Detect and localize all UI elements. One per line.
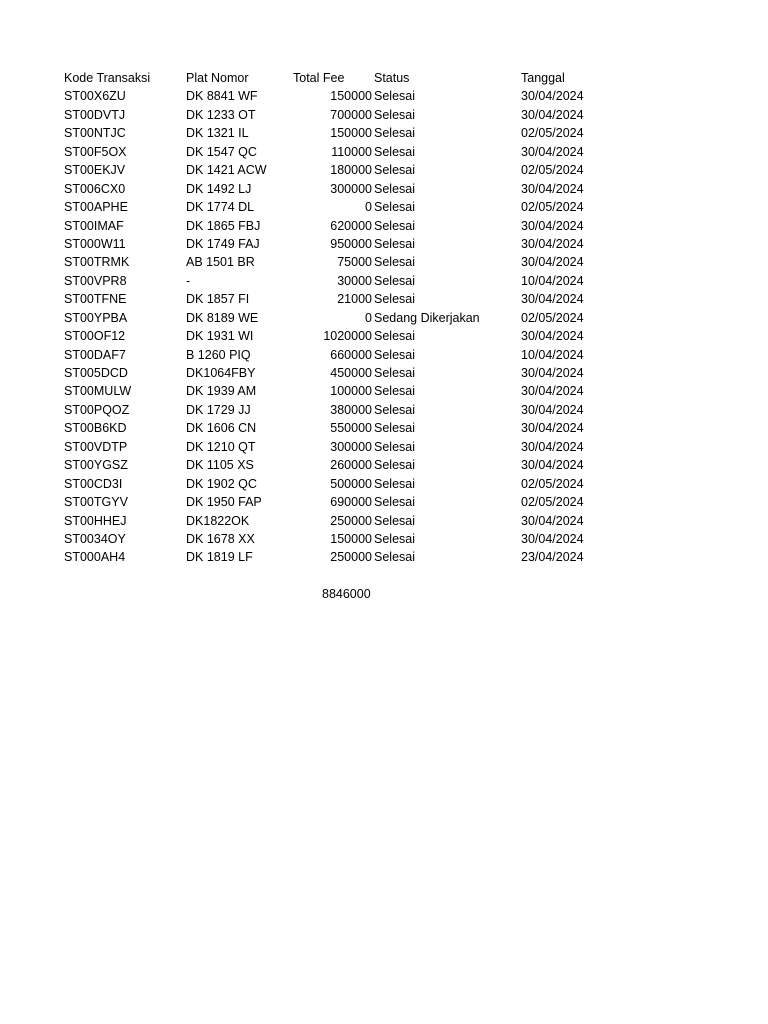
cell-tanggal: 02/05/2024 <box>521 476 584 491</box>
cell-tanggal: 30/04/2024 <box>521 439 584 454</box>
cell-total-fee: 0 <box>365 200 372 215</box>
cell-status: Selesai <box>374 163 415 178</box>
cell-kode-transaksi: ST00YGSZ <box>64 458 128 473</box>
cell-kode-transaksi: ST00PQOZ <box>64 402 130 417</box>
cell-kode-transaksi: ST00YPBA <box>64 310 128 325</box>
header-status: Status <box>374 71 410 85</box>
cell-status: Selesai <box>374 181 415 196</box>
cell-status: Selesai <box>374 218 415 233</box>
cell-status: Selesai <box>374 439 415 454</box>
cell-tanggal: 02/05/2024 <box>521 495 584 510</box>
cell-plat-nomor: DK 8841 WF <box>186 89 258 104</box>
cell-total-fee: 250000 <box>330 550 372 565</box>
cell-total-fee: 21000 <box>337 292 372 307</box>
cell-status: Sedang Dikerjakan <box>374 310 480 325</box>
cell-tanggal: 30/04/2024 <box>521 218 584 233</box>
cell-tanggal: 30/04/2024 <box>521 366 584 380</box>
cell-tanggal: 02/05/2024 <box>521 126 584 141</box>
cell-kode-transaksi: ST00APHE <box>64 200 128 215</box>
cell-tanggal: 02/05/2024 <box>521 163 584 178</box>
cell-kode-transaksi: ST00HHEJ <box>64 513 127 528</box>
cell-total-fee: 700000 <box>330 107 372 122</box>
cell-plat-nomor: - <box>186 273 191 288</box>
cell-tanggal: 30/04/2024 <box>521 144 584 159</box>
cell-status: Selesai <box>374 347 415 362</box>
cell-plat-nomor: DK 1210 QT <box>186 439 256 454</box>
cell-tanggal: 30/04/2024 <box>521 513 584 528</box>
cell-kode-transaksi: ST006CX0 <box>64 181 126 196</box>
cell-plat-nomor: B 1260 PIQ <box>186 347 251 362</box>
cell-kode-transaksi: ST00DAF7 <box>64 347 126 362</box>
cell-tanggal: 02/05/2024 <box>521 310 584 325</box>
cell-tanggal: 02/05/2024 <box>521 200 584 215</box>
cell-kode-transaksi: ST00NTJC <box>64 126 126 141</box>
cell-plat-nomor: DK 8189 WE <box>186 310 259 325</box>
cell-total-fee: 1020000 <box>323 329 372 344</box>
cell-status: Selesai <box>374 421 415 436</box>
cell-plat-nomor: DK 1819 LF <box>186 550 253 565</box>
cell-status: Selesai <box>374 273 415 288</box>
header-plat-nomor: Plat Nomor <box>186 71 249 85</box>
cell-kode-transaksi: ST00F5OX <box>64 144 127 159</box>
cell-status: Selesai <box>374 495 415 510</box>
cell-tanggal: 30/04/2024 <box>521 236 584 251</box>
cell-tanggal: 30/04/2024 <box>521 402 584 417</box>
cell-status: Selesai <box>374 89 415 104</box>
total-fee-sum: 8846000 <box>322 587 371 601</box>
cell-status: Selesai <box>374 329 415 344</box>
cell-tanggal: 30/04/2024 <box>521 384 584 399</box>
cell-plat-nomor: DK 1321 IL <box>186 126 249 141</box>
cell-kode-transaksi: ST005DCD <box>64 366 128 380</box>
cell-total-fee: 150000 <box>330 126 372 141</box>
cell-kode-transaksi: ST00CD3I <box>64 476 123 491</box>
cell-plat-nomor: DK 1233 OT <box>186 107 256 122</box>
cell-kode-transaksi: ST00TRMK <box>64 255 130 270</box>
cell-tanggal: 23/04/2024 <box>521 550 584 565</box>
cell-total-fee: 690000 <box>330 495 372 510</box>
cell-kode-transaksi: ST00OF12 <box>64 329 126 344</box>
cell-status: Selesai <box>374 458 415 473</box>
cell-plat-nomor: DK 1950 FAP <box>186 495 262 510</box>
cell-total-fee: 100000 <box>330 384 372 399</box>
cell-kode-transaksi: ST000AH4 <box>64 550 126 565</box>
cell-tanggal: 30/04/2024 <box>521 531 584 546</box>
cell-status: Selesai <box>374 292 415 307</box>
cell-status: Selesai <box>374 255 415 270</box>
cell-plat-nomor: DK 1749 FAJ <box>186 236 260 251</box>
cell-total-fee: 450000 <box>330 366 372 380</box>
cell-status: Selesai <box>374 200 415 215</box>
cell-tanggal: 30/04/2024 <box>521 458 584 473</box>
cell-total-fee: 260000 <box>330 458 372 473</box>
cell-status: Selesai <box>374 402 415 417</box>
cell-kode-transaksi: ST00MULW <box>64 384 132 399</box>
cell-plat-nomor: DK 1105 XS <box>186 458 254 473</box>
cell-total-fee: 950000 <box>330 236 372 251</box>
cell-kode-transaksi: ST00B6KD <box>64 421 127 436</box>
cell-kode-transaksi: ST00DVTJ <box>64 107 126 122</box>
cell-total-fee: 620000 <box>330 218 372 233</box>
cell-kode-transaksi: ST00EKJV <box>64 163 126 178</box>
cell-status: Selesai <box>374 550 415 565</box>
cell-kode-transaksi: ST00TGYV <box>64 495 128 510</box>
cell-total-fee: 75000 <box>337 255 372 270</box>
cell-total-fee: 0 <box>365 310 372 325</box>
cell-tanggal: 30/04/2024 <box>521 329 584 344</box>
header-kode-transaksi: Kode Transaksi <box>64 71 151 85</box>
cell-status: Selesai <box>374 476 415 491</box>
cell-status: Selesai <box>374 236 415 251</box>
cell-plat-nomor: DK 1729 JJ <box>186 402 251 417</box>
cell-total-fee: 300000 <box>330 181 372 196</box>
cell-status: Selesai <box>374 126 415 141</box>
cell-tanggal: 10/04/2024 <box>521 273 584 288</box>
cell-tanggal: 30/04/2024 <box>521 421 584 436</box>
cell-tanggal: 30/04/2024 <box>521 255 584 270</box>
cell-tanggal: 30/04/2024 <box>521 181 584 196</box>
cell-plat-nomor: DK 1421 ACW <box>186 163 267 178</box>
cell-plat-nomor: DK 1774 DL <box>186 200 255 215</box>
cell-total-fee: 300000 <box>330 439 372 454</box>
cell-total-fee: 150000 <box>330 531 372 546</box>
cell-kode-transaksi: ST00VDTP <box>64 439 128 454</box>
cell-plat-nomor: DK 1606 CN <box>186 421 257 436</box>
cell-plat-nomor: DK 1857 FI <box>186 292 250 307</box>
cell-total-fee: 550000 <box>330 421 372 436</box>
cell-plat-nomor: AB 1501 BR <box>186 255 255 270</box>
cell-status: Selesai <box>374 144 415 159</box>
cell-total-fee: 660000 <box>330 347 372 362</box>
cell-total-fee: 380000 <box>330 402 372 417</box>
cell-kode-transaksi: ST00X6ZU <box>64 89 126 104</box>
cell-plat-nomor: DK 1547 QC <box>186 144 257 159</box>
cell-kode-transaksi: ST00IMAF <box>64 218 124 233</box>
cell-total-fee: 30000 <box>337 273 372 288</box>
cell-total-fee: 250000 <box>330 513 372 528</box>
cell-kode-transaksi: ST000W11 <box>64 236 126 251</box>
cell-kode-transaksi: ST00VPR8 <box>64 273 127 288</box>
cell-tanggal: 10/04/2024 <box>521 347 584 362</box>
header-tanggal: Tanggal <box>521 71 565 85</box>
cell-status: Selesai <box>374 107 415 122</box>
cell-tanggal: 30/04/2024 <box>521 107 584 122</box>
cell-plat-nomor: DK 1902 QC <box>186 476 257 491</box>
cell-plat-nomor: DK 1939 AM <box>186 384 257 399</box>
cell-total-fee: 150000 <box>330 89 372 104</box>
cell-total-fee: 110000 <box>331 144 372 159</box>
cell-status: Selesai <box>374 384 415 399</box>
cell-status: Selesai <box>374 366 415 380</box>
cell-plat-nomor: DK 1865 FBJ <box>186 218 261 233</box>
cell-kode-transaksi: ST0034OY <box>64 531 126 546</box>
cell-plat-nomor: DK 1931 WI <box>186 329 254 344</box>
cell-total-fee: 180000 <box>330 163 372 178</box>
cell-plat-nomor: DK 1678 XX <box>186 531 255 546</box>
cell-total-fee: 500000 <box>330 476 372 491</box>
cell-plat-nomor: DK1064FBY <box>186 366 256 380</box>
header-total-fee: Total Fee <box>293 71 345 85</box>
cell-tanggal: 30/04/2024 <box>521 292 584 307</box>
cell-kode-transaksi: ST00TFNE <box>64 292 127 307</box>
cell-status: Selesai <box>374 513 415 528</box>
cell-status: Selesai <box>374 531 415 546</box>
cell-plat-nomor: DK1822OK <box>186 513 250 528</box>
cell-tanggal: 30/04/2024 <box>521 89 584 104</box>
cell-plat-nomor: DK 1492 LJ <box>186 181 252 196</box>
